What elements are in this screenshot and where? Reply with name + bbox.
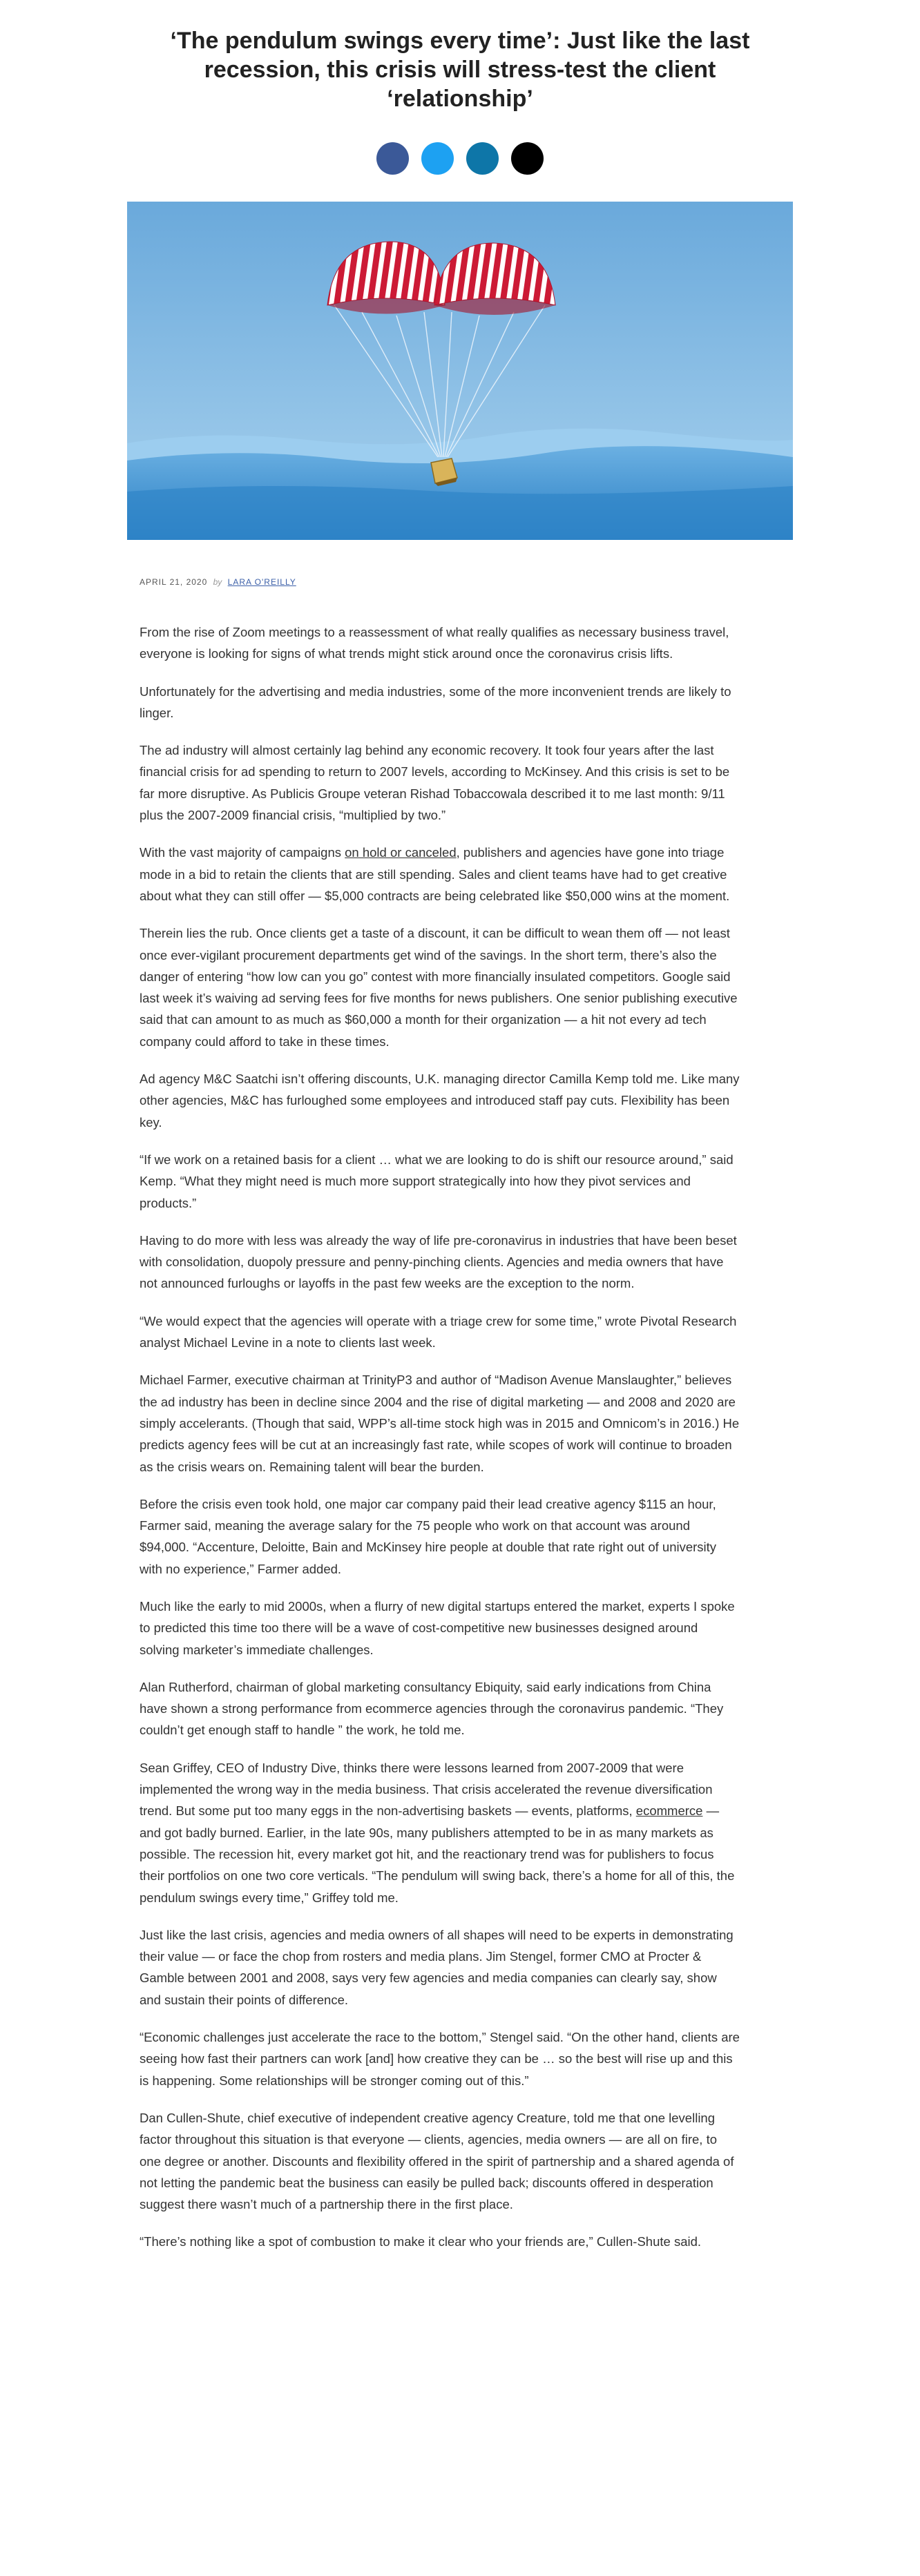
parachute-capsule-illustration — [127, 202, 793, 540]
paragraph: Unfortunately for the advertising and media industries, some of the more inconvenient trends are likely to linger. — [140, 684, 731, 720]
share-bar — [0, 142, 920, 175]
facebook-icon[interactable] — [376, 142, 409, 175]
paragraph: Michael Farmer, executive chairman at TrinityP3 and author of “Madison Avenue Manslaughter,” believes the ad industry has been in decline since 2004 and the rise of digital marketing — and 2008 and 2020 are simply accelerants. (Though that said, WPP’s all-time stock high was in 2015 and Omnicom’s in 2016.) He predicts agency fees will be cut at an increasingly fast rate, while scopes of work will continue to broaden as the crisis wears on. Remaining talent will bear the burden. — [140, 1373, 740, 1474]
paragraph: “If we work on a retained basis for a client … what we are looking to do is shift our resource around,” said Kemp. “What they might need is much more support strategically into how they pivot services and products.” — [140, 1152, 734, 1210]
paragraph-text: With the vast majority of campaigns — [140, 845, 345, 860]
paragraph: Much like the early to mid 2000s, when a flurry of new digital startups entered the market, experts I spoke to predicted this time too there will be a wave of cost-competitive new businesses designed around solving marketer’s immediate challenges. — [140, 1598, 735, 1657]
paragraph: Just like the last crisis, agencies and media owners of all shapes will need to be experts in demonstrating their value — or face the chop from rosters and media plans. Jim Stengel, former CMO at Procter & Gamble between 2001 and 2008, says very few agencies and media companies can clearly say, show and sustain their points of difference. — [140, 1927, 734, 2007]
email-icon[interactable] — [511, 142, 544, 175]
twitter-icon[interactable] — [421, 142, 454, 175]
paragraph: Dan Cullen-Shute, chief executive of independent creative agency Creature, told me that one levelling factor throughout this situation is that everyone — clients, agencies, media owners — are all on fire, to one degree or another. Discounts and flexibility offered in the spirit of partnership and a shared agenda of not letting the pandemic beat the business can easily be pulled back; discounts offered in desperation suggest there wasn’t much of a partnership there in the first place. — [140, 2110, 734, 2212]
paragraph: Therein lies the rub. Once clients get a taste of a discount, it can be difficult to wean them off — not least once ever-vigilant procurement departments get wind of the savings. In the short term, there’s also the danger of entering “how low can you go” contest with more financially insulated competitors. Google said last week it’s waiving ad serving fees for five months for news publishers. One senior publishing executive said that can amount to as much as $60,000 a month for their organization — a hit not every ad tech company could afford to take in these times. — [140, 926, 738, 1049]
paragraph: “There’s nothing like a spot of combustion to make it clear who your friends are,” Cullen-Shute said. — [140, 2234, 702, 2249]
paragraph: “Economic challenges just accelerate the race to the bottom,” Stengel said. “On the other hand, clients are seeing how fast their partners can work [and] how creative they can be … so the best will rise up and this is happening. Some relationships will be stronger coming out of this.” — [140, 2030, 740, 2088]
byline-by: by — [213, 577, 222, 587]
hero-image — [127, 202, 793, 540]
byline — [140, 577, 296, 587]
paragraph-text: — and got badly burned. Earlier, in the late 90s, many publishers attempted to be in as many markets as possible. The recession hit, every market got hit, and the reactionary trend was for publishers to focus their portfolios on one two core verticals. “The pendulum will swing back, there’s a home for all of this, the pendulum swings every time,” Griffey told me. — [140, 1803, 735, 1905]
paragraph: The ad industry will almost certainly lag behind any economic recovery. It took four years after the last financial crisis for ad spending to return to 2007 levels, according to McKinsey. And this crisis is set to be far more disruptive. As Publicis Groupe veteran Rishad Tobaccowala described it to me last month: 9/11 plus the 2007-2009 financial crisis, “multiplied by two.” — [140, 743, 730, 823]
author-link[interactable]: LARA O'REILLY — [227, 577, 296, 587]
on-hold-link[interactable]: on hold or canceled — [345, 845, 457, 860]
paragraph: Before the crisis even took hold, one major car company paid their lead creative agency $115 an hour, Farmer said, meaning the average salary for the 75 people who work on that account was around $94,000. “Accenture, Deloitte, Bain and McKinsey hire people at double that rate right out of university with no experience,” Farmer added. — [140, 1496, 717, 1576]
paragraph-text: Sean Griffey, CEO of Industry Dive, thinks there were lessons learned from 2007-2009 that were implemented the wrong way in the media business. That crisis accelerated the revenue diversification trend. But some put too many eggs in the non-advertising baskets — events, platforms, — [140, 1760, 713, 1819]
article-body — [140, 621, 740, 2269]
linkedin-icon[interactable] — [466, 142, 499, 175]
paragraph — [140, 1757, 740, 1908]
publish-date: APRIL 21, 2020 — [140, 577, 208, 587]
paragraph-text: , publishers and agencies have gone into triage mode in a bid to retain the clients that are still spending. Sales and client teams have had to get creative about what they can still offer — $5,000 contracts are being celebrated like $50,000 wins at the moment. — [140, 845, 730, 903]
paragraph — [140, 842, 740, 907]
article-title: ‘The pendulum swings every time’: Just like the last recession, this crisis will stress-test the client ‘relationship’ — [170, 28, 750, 112]
paragraph: Ad agency M&C Saatchi isn’t offering discounts, U.K. managing director Camilla Kemp told me. Like many other agencies, M&C has furloughed some employees and introduced staff pay cuts. Flexibility has been key. — [140, 1072, 740, 1130]
paragraph: “We would expect that the agencies will operate with a triage crew for some time,” wrote Pivotal Research analyst Michael Levine in a note to clients last week. — [140, 1313, 737, 1350]
paragraph: Alan Rutherford, chairman of global marketing consultancy Ebiquity, said early indications from China have shown a strong performance from ecommerce agencies through the coronavirus pandemic. “They couldn’t get enough staff to handle ” the work, he told me. — [140, 1679, 724, 1738]
ecommerce-link[interactable]: ecommerce — [635, 1803, 703, 1819]
paragraph: From the rise of Zoom meetings to a reassessment of what really qualifies as necessary business travel, everyone is looking for signs of what trends might stick around once the coronavirus crisis lifts. — [140, 625, 729, 661]
paragraph: Having to do more with less was already the way of life pre-coronavirus in industries that have been beset with consolidation, duopoly pressure and penny-pinching clients. Agencies and media owners that have not announced furloughs or layoffs in the past few weeks are the exception to the norm. — [140, 1232, 737, 1291]
